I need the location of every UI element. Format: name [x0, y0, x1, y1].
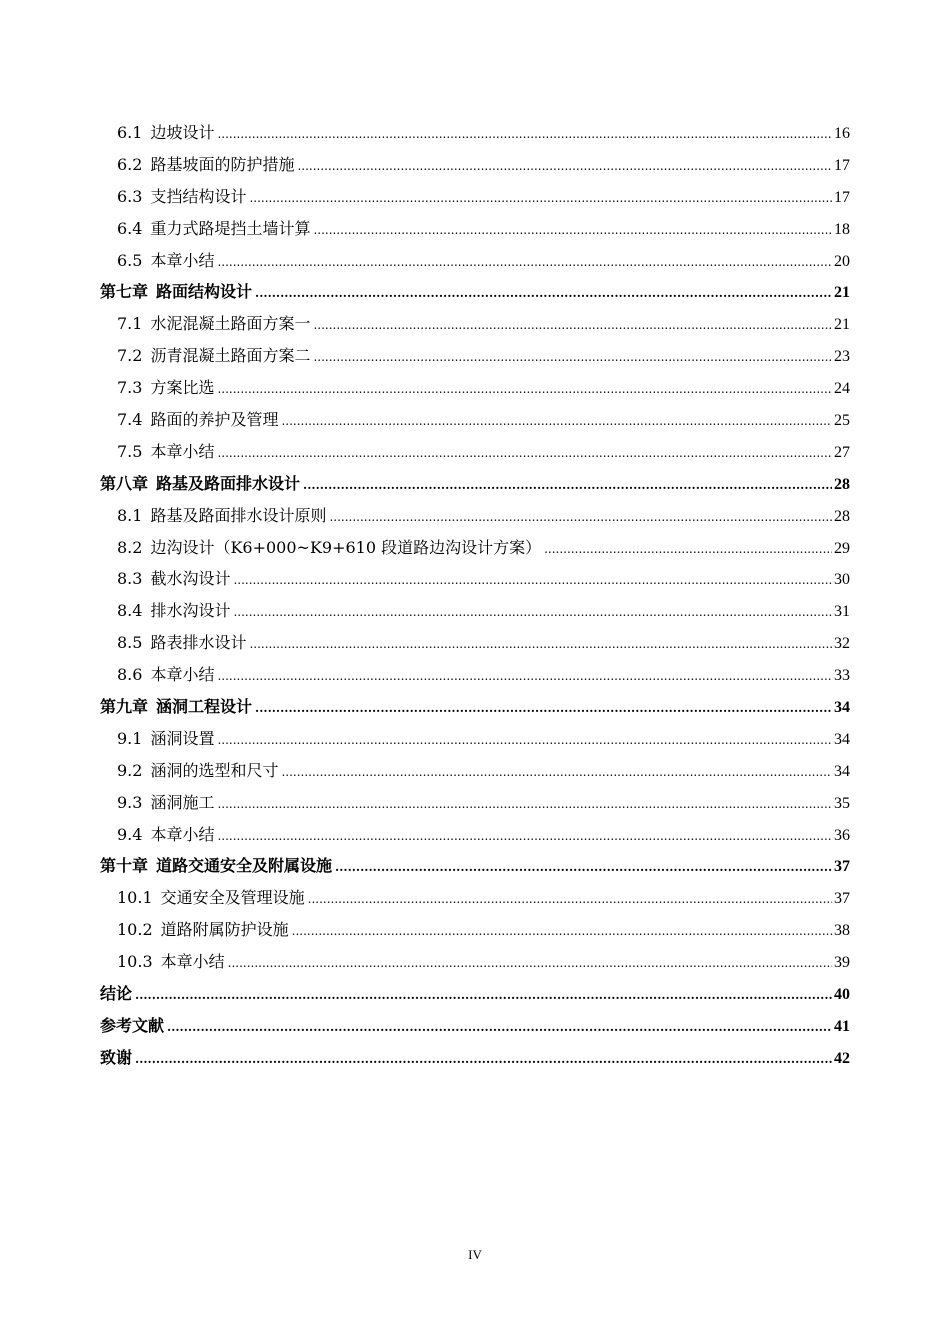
toc-entry-page: 40	[834, 986, 850, 1004]
toc-leader-dots	[281, 406, 832, 438]
toc-entry-page: 32	[834, 635, 850, 653]
toc-entry-label	[117, 404, 278, 436]
toc-leader-dots	[329, 502, 832, 534]
toc-entry-page: 24	[834, 380, 850, 398]
toc-entry-label	[117, 627, 246, 659]
toc-entry-label	[117, 500, 326, 532]
toc-leader-dots	[217, 374, 832, 406]
toc-section-entry[interactable]	[100, 245, 850, 277]
toc-entry-label	[117, 882, 305, 914]
toc-entry-page: 21	[834, 316, 850, 334]
toc-entry-number: 7.2	[117, 346, 143, 366]
toc-entry-title: 本章小结	[150, 250, 215, 270]
toc-entry-page: 34	[834, 699, 850, 717]
toc-entry-label	[117, 659, 214, 691]
toc-entry-page: 30	[834, 571, 850, 589]
toc-section-entry[interactable]	[100, 819, 850, 851]
toc-chapter-entry[interactable]	[100, 1042, 850, 1074]
toc-entry-label	[117, 723, 214, 755]
toc-entry-number: 7.5	[117, 441, 143, 461]
toc-entry-number: 6.3	[117, 186, 143, 206]
toc-leader-dots	[249, 629, 832, 661]
toc-entry-label	[100, 691, 252, 723]
toc-leader-dots	[217, 821, 832, 853]
toc-entry-number: 10.2	[117, 920, 153, 940]
toc-entry-page: 28	[834, 507, 850, 525]
toc-section-entry[interactable]	[100, 181, 850, 213]
toc-entry-title: 参考文献	[100, 1015, 165, 1035]
toc-entry-title: 支挡结构设计	[150, 186, 247, 206]
toc-leader-dots	[255, 278, 832, 310]
toc-section-entry[interactable]	[100, 723, 850, 755]
toc-section-entry[interactable]	[100, 755, 850, 787]
toc-entry-number: 6.5	[117, 250, 143, 270]
toc-entry-page: 25	[834, 412, 850, 430]
toc-entry-page: 33	[834, 667, 850, 685]
toc-entry-title: 排水沟设计	[150, 601, 231, 621]
toc-entry-title: 截水沟设计	[150, 569, 231, 589]
page-number: IV	[468, 1247, 482, 1262]
toc-entry-page: 18	[834, 220, 850, 238]
toc-section-entry[interactable]	[100, 914, 850, 946]
toc-entry-label	[117, 308, 310, 340]
toc-section-entry[interactable]	[100, 500, 850, 532]
toc-entry-number: 9.4	[117, 824, 143, 844]
toc-leader-dots	[167, 1012, 832, 1044]
toc-chapter-entry[interactable]	[100, 1010, 850, 1042]
toc-entry-title: 涵洞设置	[150, 728, 215, 748]
toc-entry-page: 23	[834, 348, 850, 366]
toc-entry-label	[117, 436, 214, 468]
toc-section-entry[interactable]	[100, 117, 850, 149]
toc-section-entry[interactable]	[100, 787, 850, 819]
toc-entry-number: 8.6	[117, 665, 143, 685]
toc-leader-dots	[313, 342, 832, 374]
toc-entry-title: 本章小结	[160, 952, 225, 972]
toc-section-entry[interactable]	[100, 340, 850, 372]
toc-entry-title: 路基及路面排水设计	[156, 473, 301, 493]
toc-entry-title: 路表排水设计	[150, 633, 247, 653]
toc-leader-dots	[308, 884, 832, 916]
toc-section-entry[interactable]	[100, 436, 850, 468]
toc-entry-page: 28	[834, 475, 850, 493]
toc-entry-number: 7.4	[117, 410, 143, 430]
toc-entry-page: 34	[834, 762, 850, 780]
toc-entry-label	[117, 213, 310, 245]
toc-leader-dots	[313, 310, 832, 342]
toc-entry-title: 重力式路堤挡土墙计算	[150, 218, 311, 238]
toc-entry-page: 41	[834, 1017, 850, 1035]
toc-entry-label	[100, 276, 252, 308]
toc-section-entry[interactable]	[100, 532, 850, 564]
toc-entry-label	[117, 245, 214, 277]
toc-entry-page: 29	[834, 539, 850, 557]
toc-leader-dots	[303, 470, 832, 502]
toc-entry-page: 35	[834, 794, 850, 812]
toc-section-entry[interactable]	[100, 659, 850, 691]
toc-entry-label	[117, 595, 230, 627]
toc-section-entry[interactable]	[100, 308, 850, 340]
toc-section-entry[interactable]	[100, 372, 850, 404]
toc-entry-title: 本章小结	[150, 665, 215, 685]
toc-leader-dots	[217, 725, 832, 757]
toc-entry-title: 路基坡面的防护措施	[150, 154, 295, 174]
toc-chapter-entry[interactable]	[100, 978, 850, 1010]
toc-leader-dots	[228, 948, 832, 980]
toc-entry-page: 17	[834, 188, 850, 206]
toc-section-entry[interactable]	[100, 882, 850, 914]
toc-entry-title: 沥青混凝土路面方案二	[150, 346, 311, 366]
toc-entry-title: 致谢	[100, 1047, 133, 1067]
toc-entry-page: 20	[834, 252, 850, 270]
toc-entry-label	[117, 819, 214, 851]
toc-entry-number: 9.3	[117, 792, 143, 812]
toc-entry-number: 第八章	[100, 473, 149, 493]
toc-entry-label	[100, 1042, 132, 1074]
toc-entry-title: 边坡设计	[150, 123, 215, 142]
toc-entry-number: 6.1	[117, 123, 143, 142]
toc-entry-label	[117, 787, 214, 819]
toc-entry-number: 第七章	[100, 282, 149, 302]
toc-entry-label	[117, 532, 541, 564]
toc-leader-dots	[255, 693, 832, 725]
toc-entry-title: 路面结构设计	[156, 282, 253, 302]
toc-entry-page: 42	[834, 1049, 850, 1067]
toc-leader-dots	[217, 661, 832, 693]
toc-entry-number: 10.1	[117, 888, 153, 908]
toc-entry-page: 21	[834, 284, 850, 302]
toc-entry-number: 9.2	[117, 760, 143, 780]
toc-chapter-entry[interactable]	[100, 468, 850, 500]
toc-chapter-entry[interactable]	[100, 276, 850, 308]
toc-entry-page: 17	[834, 156, 850, 174]
toc-entry-number: 第九章	[100, 697, 149, 717]
toc-entry-label	[117, 181, 246, 213]
toc-entry-number: 6.4	[117, 218, 143, 238]
toc-entry-title: 交通安全及管理设施	[160, 888, 305, 908]
toc-entry-title: 本章小结	[150, 441, 215, 461]
toc-entry-label	[117, 340, 310, 372]
toc-entry-title: 结论	[100, 984, 133, 1004]
toc-entry-page: 31	[834, 603, 850, 621]
toc-leader-dots	[217, 119, 832, 151]
toc-chapter-entry[interactable]	[100, 691, 850, 723]
toc-entry-page: 27	[834, 443, 850, 461]
toc-entry-label	[117, 946, 225, 978]
toc-entry-page: 37	[834, 890, 850, 908]
toc-section-entry[interactable]	[100, 404, 850, 436]
toc-section-entry[interactable]	[100, 563, 850, 595]
toc-leader-dots	[233, 565, 832, 597]
toc-entry-title: 道路交通安全及附属设施	[156, 856, 333, 876]
toc-entry-title: 边沟设计（K6+000~K9+610 段道路边沟设计方案）	[150, 537, 542, 557]
toc-entry-number: 7.3	[117, 378, 143, 398]
toc-section-entry[interactable]	[100, 149, 850, 181]
toc-section-entry[interactable]	[100, 946, 850, 978]
toc-entry-page: 39	[834, 954, 850, 972]
toc-entry-number: 9.1	[117, 728, 143, 748]
toc-leader-dots	[335, 852, 832, 884]
toc-leader-dots	[217, 247, 832, 279]
toc-entry-number: 第十章	[100, 856, 149, 876]
toc-entry-label	[100, 1010, 164, 1042]
toc-leader-dots	[297, 151, 832, 183]
toc-entry-number: 8.4	[117, 601, 143, 621]
toc-entry-number: 8.2	[117, 537, 143, 557]
toc-entry-number: 8.1	[117, 505, 143, 525]
toc-entry-label	[117, 914, 289, 946]
table-of-contents	[100, 117, 850, 1074]
toc-entry-title: 方案比选	[150, 378, 215, 398]
toc-section-entry[interactable]	[100, 595, 850, 627]
toc-entry-title: 涵洞工程设计	[156, 697, 253, 717]
toc-entry-label	[117, 372, 214, 404]
toc-leader-dots	[544, 534, 832, 566]
toc-leader-dots	[281, 757, 832, 789]
toc-entry-label	[100, 850, 332, 882]
toc-leader-dots	[217, 438, 832, 470]
toc-leader-dots	[313, 215, 832, 247]
toc-entry-number: 8.5	[117, 633, 143, 653]
toc-section-entry[interactable]	[100, 213, 850, 245]
toc-entry-title: 水泥混凝土路面方案一	[150, 314, 311, 334]
toc-leader-dots	[217, 789, 832, 821]
toc-leader-dots	[292, 916, 832, 948]
toc-entry-label	[117, 755, 278, 787]
toc-entry-label	[117, 149, 294, 181]
toc-entry-number: 7.1	[117, 314, 143, 334]
toc-entry-page: 36	[834, 826, 850, 844]
toc-entry-number: 10.3	[117, 952, 153, 972]
toc-leader-dots	[135, 1044, 832, 1076]
toc-entry-title: 涵洞施工	[150, 792, 215, 812]
toc-entry-label	[117, 117, 214, 149]
toc-entry-title: 路面的养护及管理	[150, 410, 279, 430]
toc-entry-label	[117, 563, 230, 595]
toc-entry-label	[100, 468, 300, 500]
toc-chapter-entry[interactable]	[100, 850, 850, 882]
toc-entry-page: 37	[834, 858, 850, 876]
toc-leader-dots	[249, 183, 832, 215]
toc-entry-title: 涵洞的选型和尺寸	[150, 760, 279, 780]
toc-entry-page: 34	[834, 730, 850, 748]
toc-entry-page: 38	[834, 922, 850, 940]
toc-entry-title: 路基及路面排水设计原则	[150, 505, 327, 525]
toc-leader-dots	[135, 980, 832, 1012]
toc-entry-page: 16	[834, 125, 850, 142]
toc-entry-label	[100, 978, 132, 1010]
toc-entry-number: 6.2	[117, 154, 143, 174]
toc-entry-title: 道路附属防护设施	[160, 920, 289, 940]
toc-leader-dots	[233, 597, 832, 629]
toc-entry-number: 8.3	[117, 569, 143, 589]
toc-section-entry[interactable]	[100, 627, 850, 659]
toc-entry-title: 本章小结	[150, 824, 215, 844]
